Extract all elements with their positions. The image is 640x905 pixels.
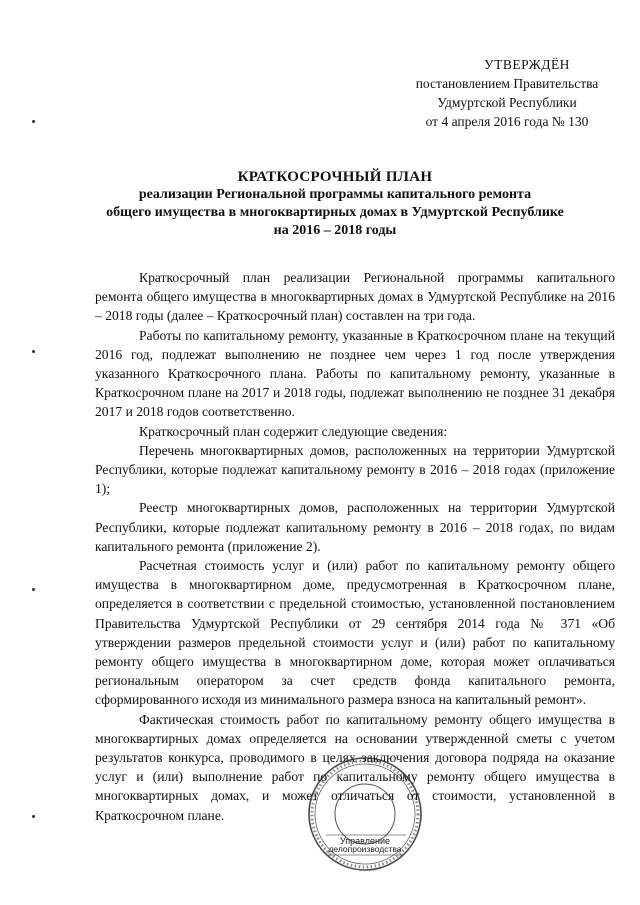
- document-title: [60, 168, 610, 240]
- approval-heading: УТВЕРЖДЁН: [484, 57, 570, 72]
- paragraph-contents: Краткосрочный план содержит следующие сведения:: [139, 423, 448, 439]
- paragraph-appendix-2: Реестр многоквартирных домов, расположенных на территории Удмуртской Республики, которые подлежат капитальному ремонту в 2016 – 2018 годах, по видам капитального ремонта (приложение 2).: [95, 500, 615, 554]
- margin-mark: [32, 350, 35, 353]
- approval-line-1: постановлением Правительства: [415, 76, 599, 91]
- approval-line-2: Удмуртской Республики: [437, 95, 577, 110]
- margin-mark: [32, 815, 35, 818]
- approval-line-3: от 4 апреля 2016 года № 130: [425, 114, 589, 129]
- paragraph-estimated-cost: Расчетная стоимость услуг и (или) работ по капитальному ремонту общего имущества в многоквартирном доме, предусмотренная в Краткосрочном плане, определяется в соответствии с предельной стоимостью, установленной постановлением Правительства Удмуртской Республики от 29 сентября 2014 года № 371 «Об утверждении размеров предельной стоимости услуг и (или) работ по капитальному ремонту общего имущества в многоквартирном доме, которая может оплачиваться региональным оператором за счет средств фонда капитального ремонта, сформированного исходя из минимального размера взноса на капитальный ремонт».: [95, 558, 615, 708]
- stamp-text-1: Управление: [339, 836, 391, 846]
- paragraph-intro: Краткосрочный план реализации Региональной программы капитального ремонта общего имущества в многоквартирных домах в Удмуртской Республике на 2016 – 2018 годы (далее – Краткосрочный план) составлен на три года.: [95, 270, 615, 324]
- paragraph-appendix-1: Перечень многоквартирных домов, расположенных на территории Удмуртской Республики, которые подлежат капитальному ремонту в 2016 – 2018 годах (приложение 1);: [95, 442, 615, 497]
- title-line-2: общего имущества в многоквартирных домах в Удмуртской Республике: [106, 205, 564, 220]
- margin-mark: [32, 120, 35, 123]
- document-body: [95, 268, 615, 825]
- title-line-1: реализации Региональной программы капитального ремонта: [138, 187, 532, 202]
- paragraph-deadlines: Работы по капитальному ремонту, указанные в Краткосрочном плане на текущий 2016 год, подлежат выполнению не позднее чем через 1 год после утверждения указанного Краткосрочного плана. Работы по капитальному ремонту, указанные в Краткосрочном плане на 2017 и 2018 годы, подлежат выполнению не позднее 31 декабря 2017 и 2018 годов соответственно.: [95, 327, 615, 420]
- margin-mark: [32, 588, 35, 591]
- title-line-3: на 2016 – 2018 годы: [273, 223, 397, 238]
- stamp-text-2: делопроизводства: [328, 844, 402, 854]
- paragraph-actual-cost: Фактическая стоимость работ по капитальному ремонту общего имущества в многоквартирных домах определяется на основании утвержденной сметы с учетом результатов конкурса, проводимого в целях заключения договора подряда на оказание услуг и (или) выполнение работ по капитальному ремонту общего имущества в многоквартирных домах, и может отличаться от стоимости, установленной в Краткосрочном плане.: [95, 711, 615, 823]
- approval-block: [402, 55, 612, 131]
- official-stamp: [306, 755, 424, 873]
- main-title: КРАТКОСРОЧНЫЙ ПЛАН: [237, 169, 433, 185]
